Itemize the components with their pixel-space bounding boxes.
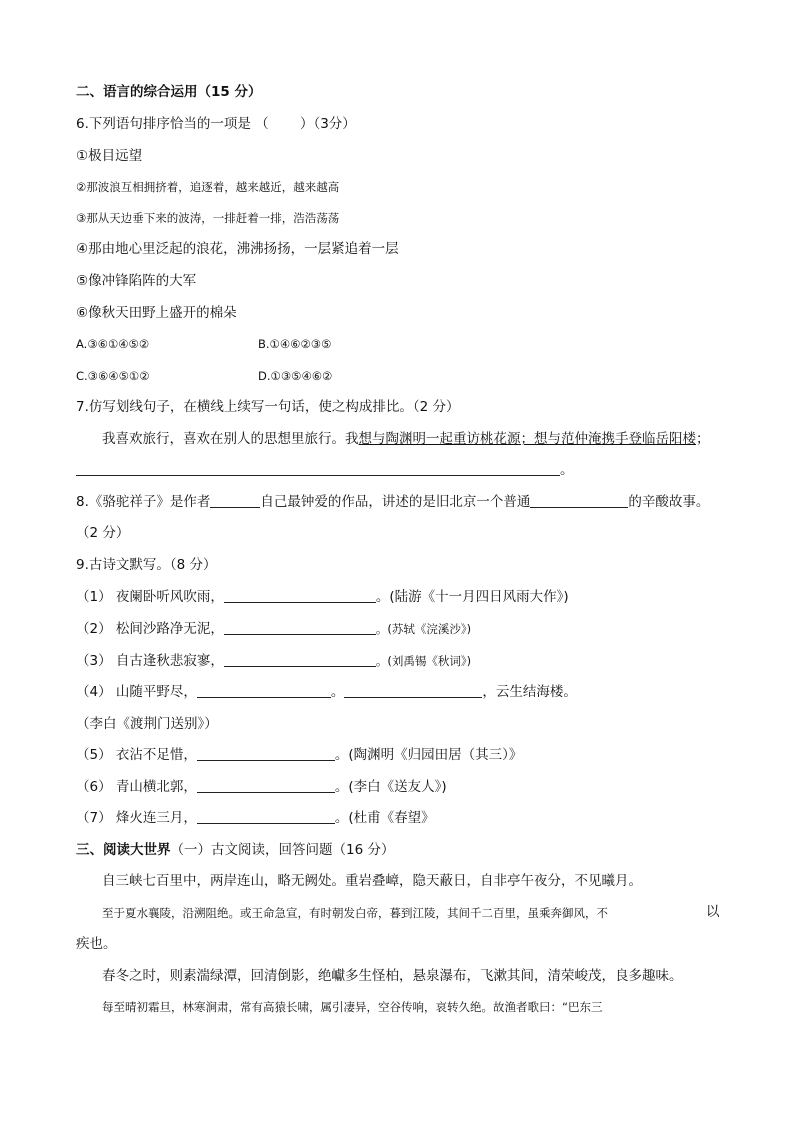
- section-3-title: 三、阅读大世界: [76, 842, 171, 858]
- q9-l2-source: 。(苏轼《浣溪沙》): [375, 622, 472, 636]
- section-2-title: 二、语言的综合运用（15 分）: [76, 84, 262, 100]
- q8-part-1: 8.《骆驼祥子》是作者: [76, 494, 211, 510]
- q9-l7-prefix: （7） 烽火连三月，: [76, 810, 197, 826]
- q9-l3-prefix: （3） 自古逢秋悲寂寥，: [76, 653, 224, 669]
- q6-options-row-2: [76, 367, 332, 385]
- passage-paragraph-3: 春冬之时，则素湍绿潭，回清倒影，绝巘多生怪柏，悬泉瀑布，飞漱其间，清荣峻茂，良多趣味。: [102, 968, 683, 984]
- q6-item-2: ②那波浪互相拥挤着，追逐着，越来越近，越来越高: [76, 180, 340, 194]
- q9-line-7: [76, 809, 435, 827]
- q7-stem: 7.仿写划线句子，在横线上续写一句话，使之构成排比。（2 分）: [76, 399, 460, 415]
- q6-item-1: ①极目远望: [76, 148, 143, 164]
- q7-answer-end: 。: [560, 462, 574, 478]
- q9-l6-blank[interactable]: [197, 779, 335, 793]
- q9-l4-prefix: （4） 山随平野尽，: [76, 684, 197, 700]
- q9-line-5: [76, 746, 522, 764]
- passage-p2-part-a: 至于夏水襄陵，沿溯阻绝。或王命急宣，有时朝发白帝，暮到江陵，其间千二百里，虽乘奔御风，不: [102, 906, 608, 920]
- q9-stem: 9.古诗文默写。（8 分）: [76, 557, 217, 573]
- q8-score: （2 分）: [76, 525, 130, 541]
- q9-line-2: [76, 620, 471, 638]
- q9-l7-blank[interactable]: [197, 810, 335, 824]
- q6-option-d: D.①③⑤④⑥②: [258, 369, 333, 383]
- q8-blank-author[interactable]: [210, 494, 260, 508]
- q7-underlined-sentence: 想与陶渊明一起重访桃花源；想与范仲淹携手登临岳阳楼: [358, 431, 696, 447]
- q7-text-plain: 我喜欢旅行，喜欢在别人的思想里旅行。我: [102, 431, 359, 447]
- q7-answer-line: [76, 461, 574, 479]
- q9-l6-source: 。(李白《送友人》): [334, 779, 447, 795]
- q9-l5-source: 。(陶渊明《归园田居（其三）》: [334, 747, 523, 763]
- q9-l6-prefix: （6） 青山横北郭，: [76, 779, 197, 795]
- q9-l5-prefix: （5） 衣沾不足惜，: [76, 747, 197, 763]
- q9-line-1: [76, 588, 569, 606]
- q9-l7-source: 。(杜甫《春望》: [334, 810, 435, 826]
- passage-paragraph-2: [102, 904, 608, 922]
- q7-answer-blank[interactable]: [76, 462, 560, 476]
- q8-stem: [76, 493, 709, 511]
- q9-l4-end: ，云生结海楼。: [482, 684, 577, 700]
- q9-l1-prefix: （1） 夜阑卧听风吹雨，: [76, 589, 224, 605]
- q6-stem: 6.下列语句排序恰当的一项是 （ ）（3分）: [76, 116, 356, 132]
- q9-l3-blank[interactable]: [224, 653, 376, 667]
- q6-option-a: A.③⑥①④⑤②: [76, 337, 150, 351]
- q9-l4-blank-2[interactable]: [344, 684, 482, 698]
- passage-p2-part-b: 以: [706, 904, 720, 920]
- passage-paragraph-1: 自三峡七百里中，两岸连山，略无阙处。重岩叠嶂，隐天蔽日，自非亭午夜分，不见曦月。: [102, 873, 642, 889]
- q6-item-3: ③那从天边垂下来的波涛，一排赶着一排，浩浩荡荡: [76, 211, 340, 225]
- q8-part-3: 的辛酸故事。: [628, 494, 710, 510]
- q7-text: [102, 430, 710, 448]
- passage-p2-part-c: 疾也。: [76, 936, 117, 952]
- q6-item-5: ⑤像冲锋陷阵的大军: [76, 273, 197, 289]
- q8-part-2: 自己最钟爱的作品，讲述的是旧北京一个普通: [260, 494, 531, 510]
- q9-l1-source: 。(陆游《十一月四日风雨大作》): [375, 589, 569, 605]
- q9-l2-prefix: （2） 松间沙路净无泥，: [76, 621, 224, 637]
- section-3-heading: [76, 841, 394, 859]
- q6-options-row-1: [76, 335, 331, 353]
- q6-item-4: ④那由地心里泛起的浪花，沸沸扬扬，一层紧追着一层: [76, 241, 399, 257]
- section-3-subtitle: （一）古文阅读，回答问题（16 分）: [170, 842, 395, 858]
- q8-blank-person[interactable]: [530, 494, 628, 508]
- q7-text-end: ；: [696, 431, 710, 447]
- q9-line-4: [76, 683, 577, 701]
- q6-option-b: B.①④⑥②③⑤: [258, 337, 332, 351]
- q9-l4-mid: 。: [330, 684, 345, 700]
- q9-l4-source: （李白《渡荆门送别》）: [76, 716, 218, 732]
- q9-l3-source: 。(刘禹锡《秋词》): [375, 654, 472, 668]
- q9-line-3: [76, 652, 471, 670]
- q9-l2-blank[interactable]: [224, 621, 376, 635]
- passage-paragraph-4: 每至晴初霜旦，林寒涧肃，常有高猿长啸，属引凄异，空谷传响，哀转久绝。故渔者歌曰：“巴东三: [102, 1000, 603, 1014]
- q6-option-c: C.③⑥④⑤①②: [76, 369, 150, 383]
- q9-l5-blank[interactable]: [197, 747, 335, 761]
- q9-l1-blank[interactable]: [224, 589, 376, 603]
- q9-l4-blank-1[interactable]: [197, 684, 331, 698]
- q9-line-6: [76, 778, 447, 796]
- q6-item-6: ⑥像秋天田野上盛开的棉朵: [76, 305, 237, 321]
